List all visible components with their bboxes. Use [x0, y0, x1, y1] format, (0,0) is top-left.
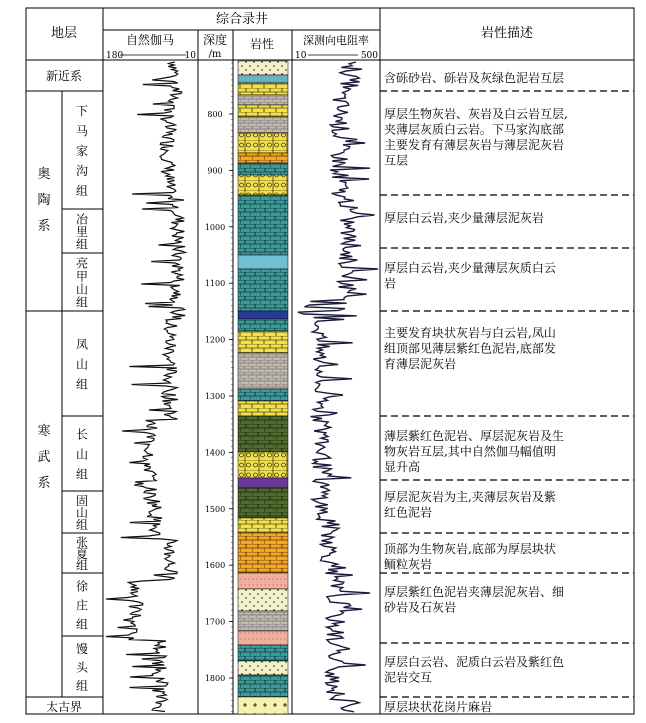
formation-5 [76, 494, 88, 532]
description-line: 鲕粒灰岩 [384, 557, 433, 572]
header-gamma: 自然伽马 [125, 33, 175, 47]
formation-char: 组 [75, 184, 89, 198]
depth-tick-label: 1600 [204, 561, 226, 571]
header-gamma-left: 180 [106, 51, 124, 61]
system-char: 系 [37, 219, 51, 234]
description-line: 厚层白云岩,夹少量薄层泥灰岩 [384, 211, 544, 225]
formation-char: 凤 [75, 337, 89, 352]
description-block [384, 260, 556, 291]
description-line: 互层 [384, 153, 409, 168]
formation-char: 山 [75, 447, 89, 462]
description-line: 红色泥岩 [384, 505, 433, 520]
description-line: 主要发育块状灰岩与白云岩,凤山 [384, 326, 556, 340]
system-neogene: 新近系 [45, 69, 83, 83]
description-line: 砂岩及石灰岩 [384, 600, 457, 615]
formation-char: 组 [75, 678, 89, 693]
description-block [384, 541, 556, 572]
formation-char: 组 [75, 467, 89, 482]
formation-3 [76, 338, 88, 392]
formation-char: 组 [75, 295, 89, 310]
system-char: 寒 [37, 424, 51, 439]
formation-char: 徐 [75, 579, 89, 594]
description-block [384, 489, 556, 520]
header-gamma-right: 10 [184, 51, 196, 61]
formation-char: 山 [75, 506, 89, 520]
formation-char: 家 [75, 144, 89, 158]
description-line: 育薄层泥灰岩 [384, 357, 457, 371]
formation-char: 夏 [75, 547, 89, 561]
depth-tick-label: 1700 [204, 617, 226, 627]
description-line: 泥岩交互 [384, 670, 433, 685]
formation-char: 组 [75, 617, 89, 632]
formation-char: 山 [75, 282, 89, 297]
description-block [384, 654, 564, 685]
description-block [384, 584, 564, 615]
depth-tick-label: 1200 [204, 335, 226, 345]
formation-char: 山 [75, 357, 89, 372]
formation-char: 固 [75, 494, 89, 508]
header-desc: 岩性描述 [480, 26, 534, 41]
depth-tick-label: 1400 [204, 448, 226, 458]
formation-char: 长 [75, 427, 89, 442]
header-res: 深测向电阻率 [303, 34, 369, 47]
formation-2 [76, 257, 88, 310]
formation-char: 馒 [75, 642, 89, 657]
description-line: 厚层泥灰岩为主,夹薄层灰岩及紫 [384, 490, 556, 504]
formation-char: 里 [75, 225, 89, 239]
description-block [384, 210, 544, 225]
system-char: 陶 [37, 193, 51, 208]
header-res-left: 10 [295, 51, 307, 61]
system-char: 武 [37, 450, 51, 465]
formation-char: 冶 [75, 212, 89, 227]
formation-char: 亮 [75, 256, 89, 271]
formation-6 [76, 536, 88, 573]
formation-char: 马 [75, 124, 89, 138]
formation-1 [76, 212, 89, 251]
lithology-descriptions [384, 70, 568, 714]
description-line: 组顶部见薄层紫红色泥岩,底部发 [384, 341, 556, 356]
formation-4 [76, 428, 88, 482]
description-line: 厚层白云岩,夹少量薄层灰质白云 [384, 261, 556, 275]
header-lith: 岩性 [249, 37, 275, 51]
header-depth-unit: /m [208, 49, 222, 60]
description-block [384, 428, 564, 474]
description-block [384, 106, 568, 168]
description-block [384, 70, 564, 85]
description-line: 主要发育有薄层灰岩与薄层泥灰岩 [384, 138, 565, 152]
formation-char: 甲 [75, 269, 89, 284]
depth-tick-label: 1000 [204, 222, 226, 232]
formation-char: 下 [75, 104, 89, 118]
depth-tick-label: 1100 [204, 279, 226, 289]
description-line: 厚层生物灰岩、灰岩及白云岩互层, [384, 107, 568, 121]
description-line: 厚层白云岩、泥质白云岩及紫红色 [384, 655, 565, 669]
description-block [384, 325, 556, 371]
depth-tick-label: 1500 [204, 504, 226, 514]
formation-7 [76, 580, 88, 632]
formation-labels [76, 104, 89, 693]
header-res-right: 500 [360, 51, 378, 61]
formation-char: 组 [75, 377, 89, 392]
description-line: 含砾砂岩、砾岩及灰绿色泥岩互层 [384, 71, 565, 85]
resistivity-curve [298, 62, 378, 712]
description-line: 薄层紫红色泥岩、厚层泥灰岩及生 [384, 429, 565, 443]
description-line: 夹薄层灰质白云岩。下马家沟底部 [384, 122, 565, 137]
depth-axis [205, 63, 233, 712]
depth-tick-label: 900 [207, 166, 223, 176]
description-block [384, 699, 492, 714]
formation-0 [76, 104, 88, 198]
description-line: 物灰岩互层,其中自然伽马幅值明 [384, 444, 556, 459]
formation-char: 庄 [75, 598, 89, 613]
formation-8 [76, 641, 89, 693]
system-char: 奥 [37, 167, 51, 182]
gamma-ray-curve [106, 62, 185, 712]
formation-char: 组 [75, 237, 89, 252]
system-archean: 太古界 [45, 700, 83, 714]
header-strata: 地层 [50, 26, 78, 41]
depth-tick-label: 1800 [204, 674, 226, 683]
formation-char: 组 [75, 518, 89, 532]
description-line: 顶部为生物灰岩,底部为厚层块状 [384, 542, 556, 556]
system-char: 系 [37, 476, 51, 491]
formation-char: 头 [75, 660, 89, 675]
system-cambrian [37, 423, 50, 491]
description-line: 岩 [384, 276, 397, 291]
formation-char: 张 [75, 535, 89, 550]
header-log: 综合录井 [215, 12, 269, 27]
description-line: 厚层紫红色泥岩夹薄层泥灰岩、细 [384, 585, 565, 599]
depth-tick-label: 800 [207, 110, 223, 119]
lithology-column [238, 61, 288, 714]
formation-char: 沟 [75, 164, 89, 178]
system-ordovician [37, 166, 50, 234]
description-line: 厚层块状花岗片麻岩 [384, 700, 493, 714]
depth-tick-label: 1300 [204, 392, 226, 401]
formation-char: 组 [75, 558, 89, 573]
description-line: 显升高 [384, 460, 421, 474]
header-depth: 深度 [202, 33, 228, 47]
